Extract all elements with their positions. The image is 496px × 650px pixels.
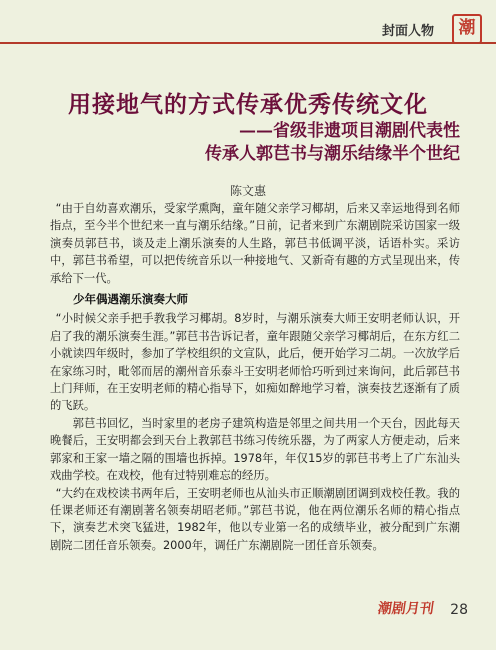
article-title: 用接地气的方式传承优秀传统文化 bbox=[68, 91, 428, 118]
section-label: 封面人物 bbox=[381, 24, 434, 39]
header-divider bbox=[0, 42, 496, 44]
magazine-logo: 潮剧月刊 bbox=[376, 601, 435, 617]
subtitle-line-2: 传承人郭𦬊书与潮乐结缘半个世纪 bbox=[205, 144, 460, 164]
paragraph-3: 郭𦬊书回忆，当时家里的老房子建筑构造是邻里之间共用一个天台，因此每天晚餐后，王安明都会到天台上教郭𦬊书练习传统乐器，为了两家人方便走动，后来郭家和王家一墙之隔的围墙也拆掉。1978年，年仅15岁的郭𦬊书考上了广东汕头戏曲学校。在戏校，他有过特别难忘的经历。 bbox=[50, 416, 460, 483]
section-heading: 少年偶遇潮乐演奏大师 bbox=[73, 292, 188, 307]
article-body bbox=[50, 200, 460, 554]
page-number: 28 bbox=[450, 602, 468, 618]
paragraph-intro: “由于自幼喜欢潮乐，受家学熏陶，童年随父亲学习椰胡，后来又幸运地得到名师指点，至今半个世纪来一直与潮乐结缘。”日前，记者来到广东潮剧院采访国家一级演奏员郭𦬊书，谈及走上潮乐演奏的人生路，郭𦬊书低调平淡，话语朴实。采访中，郭𦬊书希望，可以把传统音乐以一种接地气、又新奇有趣的方式呈现出来，传承给下一代。 bbox=[50, 202, 460, 285]
author-name: 陈文惠 bbox=[229, 184, 266, 198]
section-stamp-icon: 潮 bbox=[452, 14, 482, 44]
paragraph-4: “大约在戏校读书两年后，王安明老师也从汕头市正顺潮剧团调到戏校任教。我的任课老师还有潮剧著名领奏胡昭老师。”郭𦬊书说，他在两位潮乐名师的精心指点下，演奏艺术突飞猛进，1982年，他以专业第一名的成绩毕业，被分配到广东潮剧院二团任音乐领奏。2000年，调任广东潮剧院一团任音乐领奏。 bbox=[50, 486, 460, 552]
article-subtitle bbox=[205, 120, 460, 166]
subtitle-line-1: ——省级非遗项目潮剧代表性 bbox=[239, 121, 460, 141]
paragraph-2: “小时候父亲手把手教我学习椰胡。8岁时，与潮乐演奏大师王安明老师认识，开启了我的潮乐演奏生涯。”郭𦬊书告诉记者，童年跟随父亲学习椰胡后，在东方红二小就读四年级时，参加了学校组织的文宣队，此后，便开始学习二胡。一次放学后在家练习时，毗邻而居的潮州音乐泰斗王安明老师恰巧听到过来询问，此后郭𦬊书上门拜师，在王安明老师的精心指导下，如痴如醉地学习着，演奏技艺逐渐有了质的飞跃。 bbox=[50, 312, 460, 413]
